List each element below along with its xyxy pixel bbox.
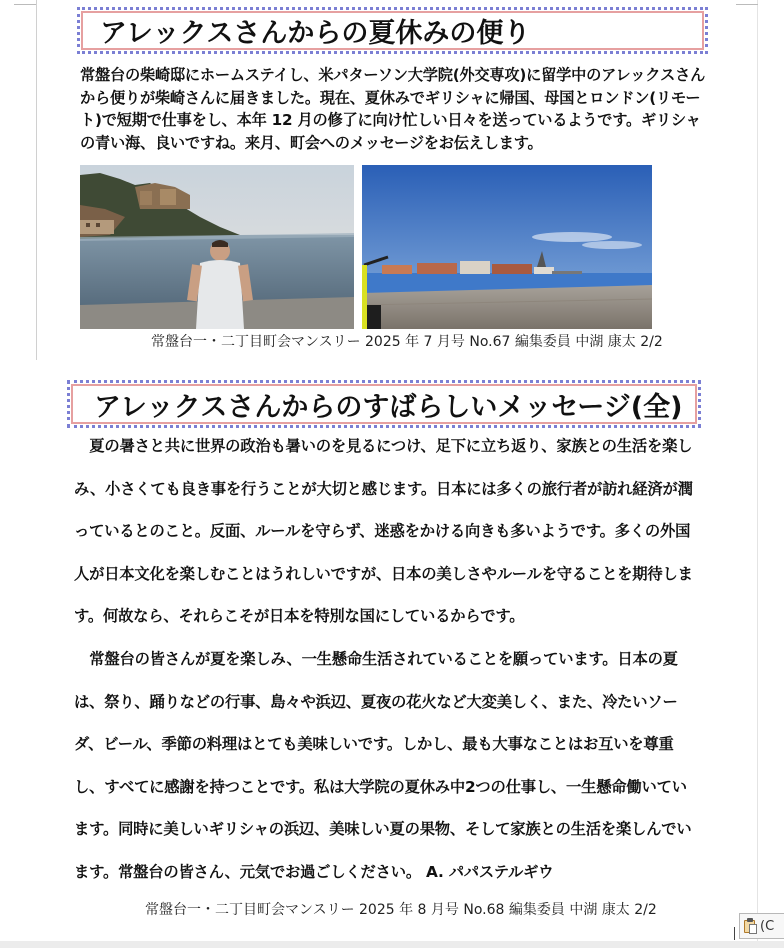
- photo-greek-port[interactable]: [362, 165, 652, 329]
- photo-alex-harbor-image: [80, 165, 354, 329]
- text-cursor: [734, 927, 735, 940]
- section1-footer: 常盤台一・二丁目町会マンスリー 2025 年 7 月号 No.67 編集委員 中湖 康太 2/2: [151, 334, 663, 350]
- paste-options-button[interactable]: [739, 913, 784, 939]
- section2-paragraph-1[interactable]: 夏の暑さと共に世界の政治も暑いのを見るにつけ、足下に立ち返り、家族との生活を楽しみ、小さくても良き事を行うことが大切と感じます。日本には多くの旅行者が訪れ経済が潤っているとのこと。反面、ルールを守らず、迷惑をかける向きも多いようです。多くの外国人が日本文化を楽しむことはうれしいですが、日本の美しさやルールを守ることを期待します。何故なら、それらこそが日本を特別な国にしているからです。: [74, 437, 693, 626]
- page-margin-line: [36, 0, 37, 360]
- paste-options-label: (C: [760, 918, 775, 934]
- section2-footer: 常盤台一・二丁目町会マンスリー 2025 年 8 月号 No.68 編集委員 中湖 康太 2/2: [145, 902, 657, 918]
- window-bottom-strip: [0, 941, 784, 948]
- section2-paragraph-2[interactable]: 常盤台の皆さんが夏を楽しみ、一生懸命生活されていることを願っています。日本の夏は、祭り、踊りなどの行事、島々や浜辺、夏夜の花火など大変美しく、また、冷たいソーダ、ビール、季節の料理はとても美味しいです。しかし、最も大事なことはお互いを尊重し、すべてに感謝を持つことです。私は大学院の夏休み中2つの仕事し、一生懸命働いています。同時に美しいギリシャの浜辺、美味しい夏の果物、そして家族との生活を楽しんでいます。常盤台の皆さん、元気でお過ごしください。 A. パパステルギウ: [74, 649, 692, 881]
- section1-title[interactable]: アレックスさんからの夏休みの便り: [77, 7, 708, 54]
- clipboard-icon: [744, 918, 757, 934]
- section2-title[interactable]: アレックスさんからのすばらしいメッセージ(全): [67, 380, 701, 428]
- crop-mark-top-right: [736, 0, 758, 5]
- crop-mark-top-left: [14, 0, 36, 5]
- photo-greek-port-image: [362, 165, 652, 329]
- section2-body[interactable]: [74, 425, 698, 894]
- photo-alex-harbor[interactable]: [80, 165, 354, 329]
- section1-intro-text[interactable]: 常盤台の柴崎邸にホームステイし、米パターソン大学院(外交専攻)に留学中のアレックスさんから便りが柴崎さんに届きました。現在、夏休みでギリシャに帰国、母国とロンドン(リモート)で短期で仕事をし、本年 12 月の修了に向け忙しい日々を送っているようです。ギリシャの青い海、良いですね。来月、町会へのメッセージをお伝えします。: [80, 66, 706, 152]
- page-margin-line-right: [757, 0, 758, 948]
